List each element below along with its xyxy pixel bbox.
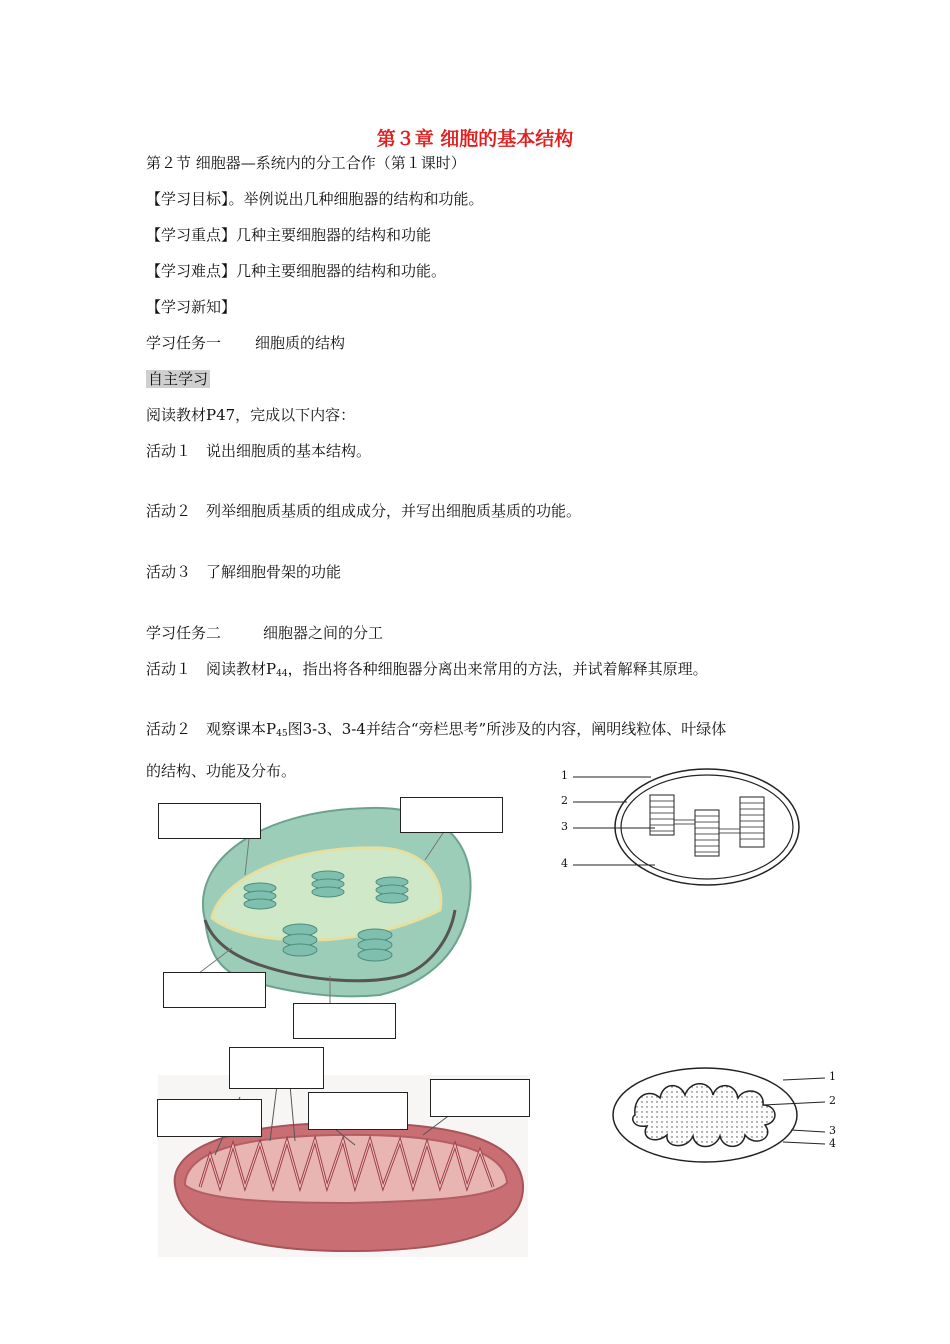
- task2-name: 细胞器之间的分工: [263, 624, 384, 642]
- activity-label: 活动１: [146, 442, 192, 460]
- schematic-label-3: 3: [561, 820, 568, 833]
- schematic-label-2: 2: [561, 794, 568, 807]
- schematic-label-4: 4: [829, 1137, 836, 1150]
- schematic-label-1: 1: [829, 1070, 836, 1083]
- self-study-badge: [146, 368, 210, 389]
- activity-text: 了解细胞骨架的功能: [206, 563, 342, 581]
- task1-activity-3: [146, 561, 341, 582]
- mitochondrion-blank-box-3[interactable]: [308, 1092, 408, 1130]
- chloroplast-3d-figure: [150, 790, 520, 1040]
- self-study-label: 自主学习: [148, 370, 209, 388]
- mitochondrion-blank-box-4[interactable]: [430, 1079, 530, 1117]
- schematic-label-4: 4: [561, 857, 568, 870]
- mitochondrion-illustration: [155, 1045, 535, 1260]
- chloroplast-blank-box-4[interactable]: [293, 1003, 396, 1039]
- page-subscript: 45: [276, 729, 288, 739]
- chloroplast-blank-box-1[interactable]: [158, 803, 261, 839]
- read-instruction: 阅读教材P47，完成以下内容：: [146, 406, 356, 424]
- activity-label: 活动３: [146, 563, 192, 581]
- learning-goal: 【学习目标】。举例说出几种细胞器的结构和功能。: [146, 190, 484, 208]
- activity-text-post: 图3-3、3-4并结合“旁栏思考”所涉及的内容，阐明线粒体、叶绿体: [287, 720, 727, 738]
- activity-text-post: ，指出将各种细胞器分离出来常用的方法，并试着解释其原理。: [287, 660, 708, 678]
- schematic-label-2: 2: [829, 1094, 836, 1107]
- task2-label: 学习任务二: [146, 624, 222, 642]
- task2-activity-1: [146, 658, 708, 679]
- difficulty: 【学习难点】几种主要细胞器的结构和功能。: [146, 262, 447, 280]
- activity-label: 活动２: [146, 502, 192, 520]
- task1-name: 细胞质的结构: [255, 334, 346, 352]
- key-point: 【学习重点】几种主要细胞器的结构和功能: [146, 226, 432, 244]
- activity-text-pre: 观察课本P: [206, 720, 277, 738]
- task2-activity-2: [146, 718, 726, 739]
- chloroplast-blank-box-2[interactable]: [400, 797, 503, 833]
- chloroplast-schematic-drawing: [555, 765, 810, 890]
- activity-label: 活动２: [146, 720, 192, 738]
- chloroplast-blank-box-3[interactable]: [163, 972, 266, 1008]
- task1-label: 学习任务一: [146, 334, 222, 352]
- mitochondrion-schematic: [605, 1060, 850, 1170]
- chloroplast-schematic: [555, 765, 810, 890]
- activity-text-pre: 阅读教材P: [206, 660, 277, 678]
- page-subscript: 44: [276, 669, 288, 679]
- mitochondrion-3d-figure: [155, 1045, 535, 1260]
- task1-heading: [146, 332, 345, 353]
- schematic-label-3: 3: [829, 1124, 836, 1137]
- mitochondrion-schematic-drawing: [605, 1060, 850, 1170]
- activity-text: 说出细胞质的基本结构。: [206, 442, 372, 460]
- task2-heading: [146, 622, 383, 643]
- task1-activity-1: [146, 440, 371, 461]
- new-knowledge-heading: 【学习新知】: [146, 298, 237, 316]
- schematic-label-1: 1: [561, 769, 568, 782]
- mitochondrion-blank-box-1[interactable]: [229, 1047, 324, 1089]
- mitochondrion-blank-box-2[interactable]: [157, 1099, 262, 1137]
- activity-label: 活动１: [146, 660, 192, 678]
- task2-activity-2-cont: 的结构、功能及分布。: [146, 762, 297, 780]
- page-title: 第３章 细胞的基本结构: [376, 128, 574, 150]
- activity-text: 列举细胞质基质的组成成分，并写出细胞质基质的功能。: [206, 502, 582, 520]
- task1-activity-2: [146, 500, 581, 521]
- section-heading: 第２节 细胞器—系统内的分工合作（第１课时）: [146, 154, 466, 172]
